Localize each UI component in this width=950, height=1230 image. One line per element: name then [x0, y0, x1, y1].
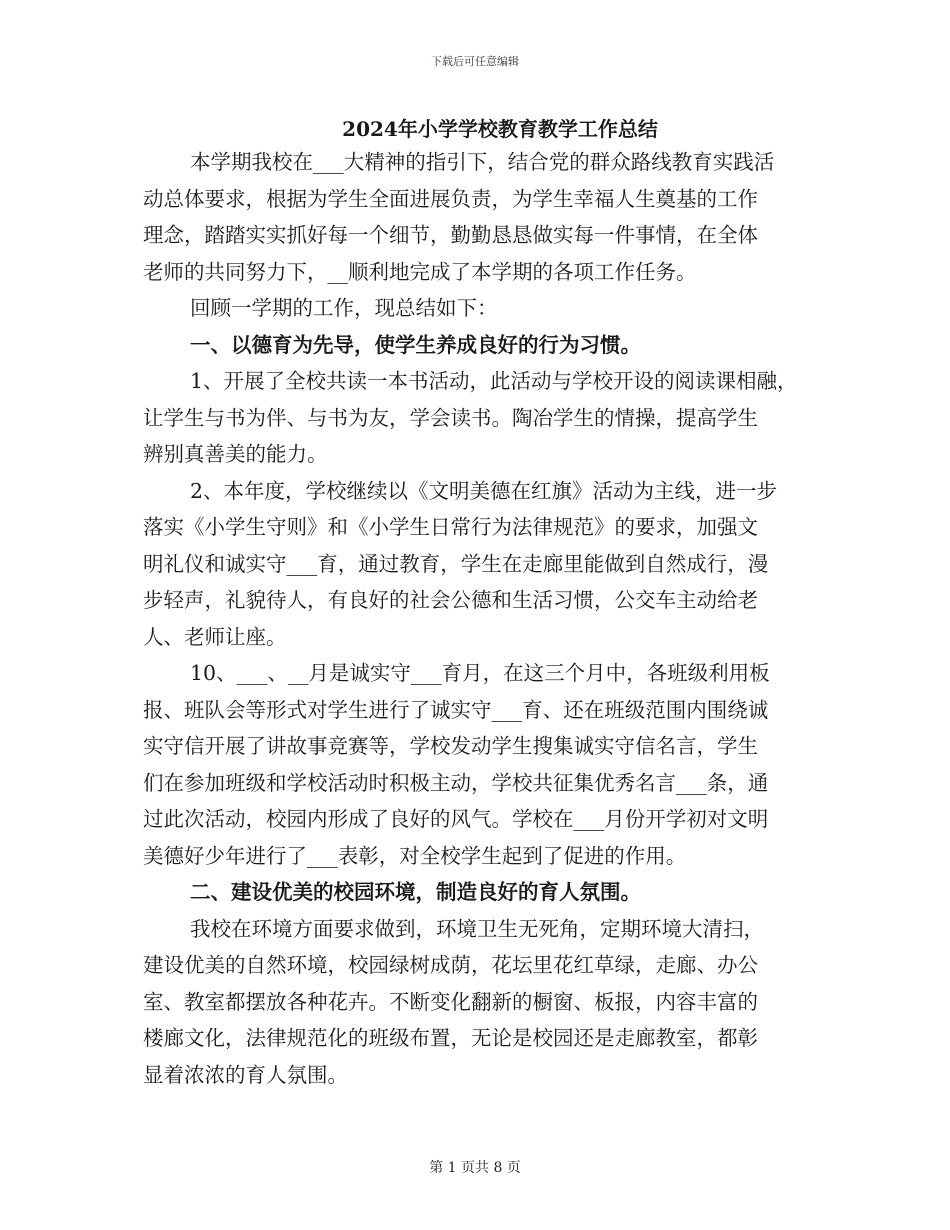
section-heading — [0, 874, 950, 911]
text-line: 本学期我校在___大精神的指引下，结合党的群众路线教育实践活 — [190, 150, 775, 174]
text-line: 显着浓浓的育人氛围。 — [143, 1062, 348, 1087]
text-line: 动总体要求，根据为学生全面进展负责，为学生幸福人生奠基的工作 — [143, 186, 758, 211]
text-line: 们在参加班级和学校活动时积极主动，学校共征集优秀名言___条，通 — [143, 770, 769, 795]
document-body — [0, 114, 950, 1093]
text-line: 回顾一学期的工作，现总结如下： — [190, 296, 498, 320]
body-paragraph — [0, 911, 950, 1094]
text-line: 让学生与书为伴、与书为友，学会读书。陶冶学生的情操，提高学生 — [143, 405, 758, 430]
text-line: 报、班队会等形式对学生进行了诚实守___育、还在班级范围内围绕诚 — [143, 697, 769, 722]
text-line: 楼廊文化，法律规范化的班级布置，无论是校园还是走廊教室，都彰 — [143, 1026, 758, 1050]
text-line: 2、本年度，学校继续以《文明美德在红旗》活动为主线，进一步 — [190, 478, 778, 503]
paragraph-container — [0, 144, 950, 1093]
text-line: 明礼仪和诚实守___育，通过教育，学生在走廊里能做到自然成行，漫 — [143, 551, 769, 576]
text-line: 建设优美的自然环境，校园绿树成荫，花坛里花红草绿，走廊、办公 — [143, 953, 758, 977]
text-line: 一、以德育为先导，使学生养成良好的行为习惯。 — [190, 332, 641, 357]
text-line: 室、教室都摆放各种花卉。不断变化翻新的橱窗、板报，内容丰富的 — [143, 989, 758, 1014]
text-line: 辨别真善美的能力。 — [143, 442, 328, 466]
text-line: 我校在环境方面要求做到，环境卫生无死角，定期环境大清扫， — [190, 916, 764, 941]
text-line: 过此次活动，校园内形成了良好的风气。学校在___月份开学初对文明 — [143, 807, 769, 831]
body-paragraph — [0, 655, 950, 874]
text-line: 人、老师让座。 — [143, 624, 287, 649]
body-paragraph — [0, 363, 950, 473]
page-header-note: 下载后可任意编辑 — [431, 55, 519, 68]
text-line: 实守信开展了讲故事竞赛等，学校发动学生搜集诚实守信名言，学生 — [143, 734, 758, 758]
text-line: 1、开展了全校共读一本书活动，此活动与学校开设的阅读课相融， — [190, 369, 798, 393]
document-title: 2024年小学学校教育教学工作总结 — [342, 117, 658, 141]
text-line: 步轻声，礼貌待人，有良好的社会公德和生活习惯，公交车主动给老 — [143, 588, 758, 612]
body-paragraph — [0, 290, 950, 327]
section-heading — [0, 327, 950, 364]
text-line: 美德好少年进行了___表彰，对全校学生起到了促进的作用。 — [143, 843, 687, 868]
text-line: 10、___、__月是诚实守___育月，在这三个月中，各班级利用板 — [190, 661, 770, 685]
text-line: 落实《小学生守则》和《小学生日常行为法律规范》的要求，加强文 — [143, 515, 758, 539]
text-line: 二、建设优美的校园环境，制造良好的育人氛围。 — [190, 880, 641, 904]
text-line: 理念，踏踏实实抓好每一个细节，勤勤恳恳做实每一件事情，在全体 — [143, 223, 758, 247]
page-number: 第 1 页共 8 页 — [429, 1160, 521, 1176]
body-paragraph — [0, 144, 950, 290]
body-paragraph — [0, 473, 950, 656]
text-line: 老师的共同努力下，__顺利地完成了本学期的各项工作任务。 — [143, 259, 697, 284]
